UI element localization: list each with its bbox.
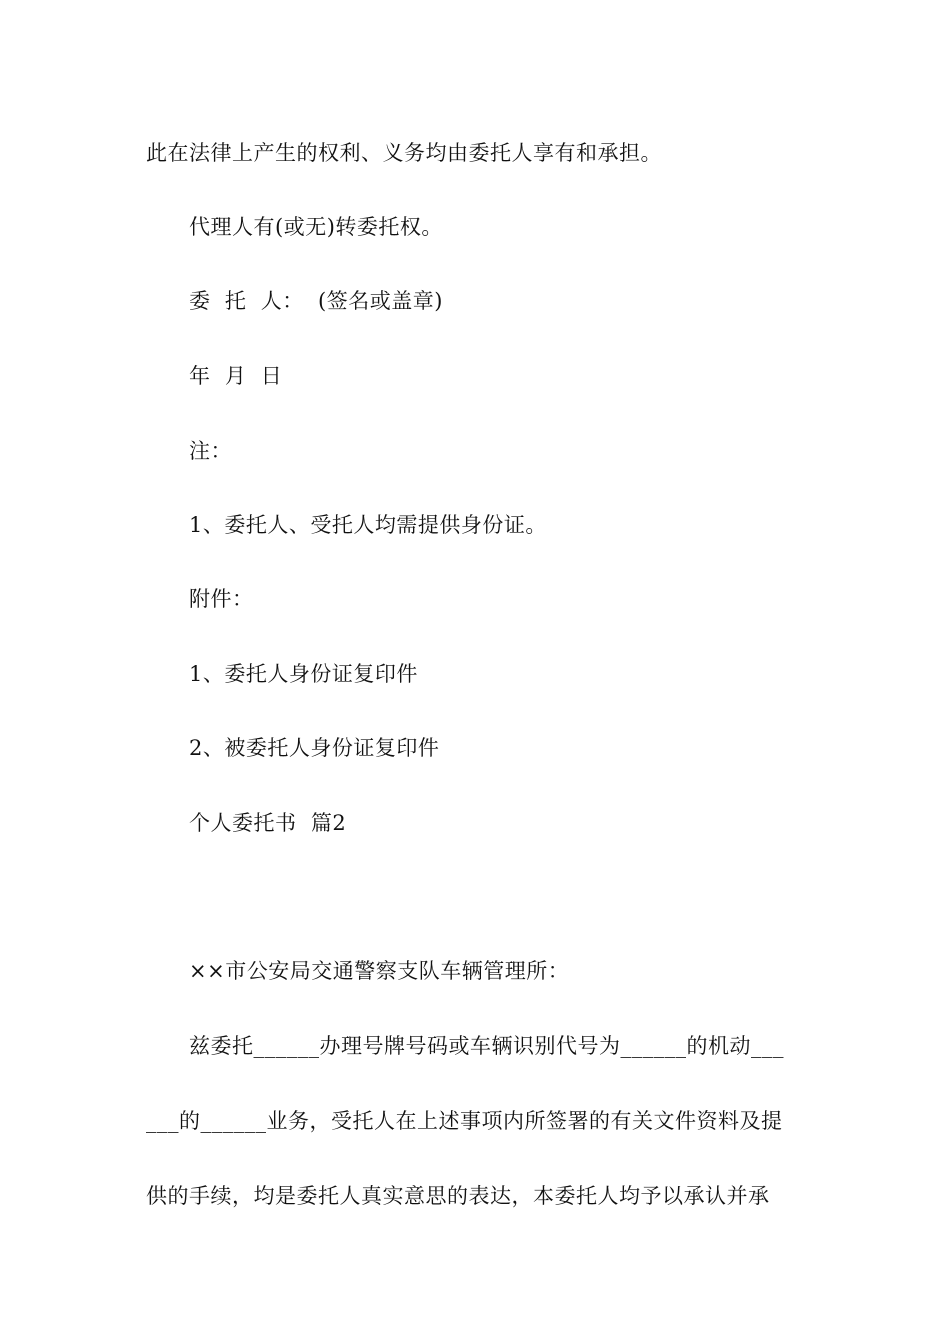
paragraph-line: 代理人有(或无)转委托权。: [189, 215, 443, 239]
paragraph-line: 此在法律上产生的权利、义务均由委托人享有和承担。: [146, 141, 662, 165]
paragraph-line: 兹委托______办理号牌号码或车辆识别代号为______的机动___: [189, 1034, 784, 1058]
date-line: 年 月 日: [189, 364, 283, 388]
signature-line: 委 托 人： (签名或盖章): [189, 289, 443, 313]
attachment-heading: 附件：: [189, 587, 254, 611]
addressee-line: ××市公安局交通警察支队车辆管理所：: [189, 959, 570, 983]
note-item: 1、委托人、受托人均需提供身份证。: [189, 513, 547, 537]
note-heading: 注：: [189, 439, 232, 463]
attachment-item: 2、被委托人身份证复印件: [189, 736, 440, 760]
paragraph-line: 供的手续，均是委托人真实意思的表达，本委托人均予以承认并承: [146, 1184, 770, 1208]
attachment-item: 1、委托人身份证复印件: [189, 662, 418, 686]
section-title: 个人委托书 篇2: [189, 811, 347, 835]
paragraph-line: ___的______业务，受托人在上述事项内所签署的有关文件资料及提: [146, 1109, 783, 1133]
